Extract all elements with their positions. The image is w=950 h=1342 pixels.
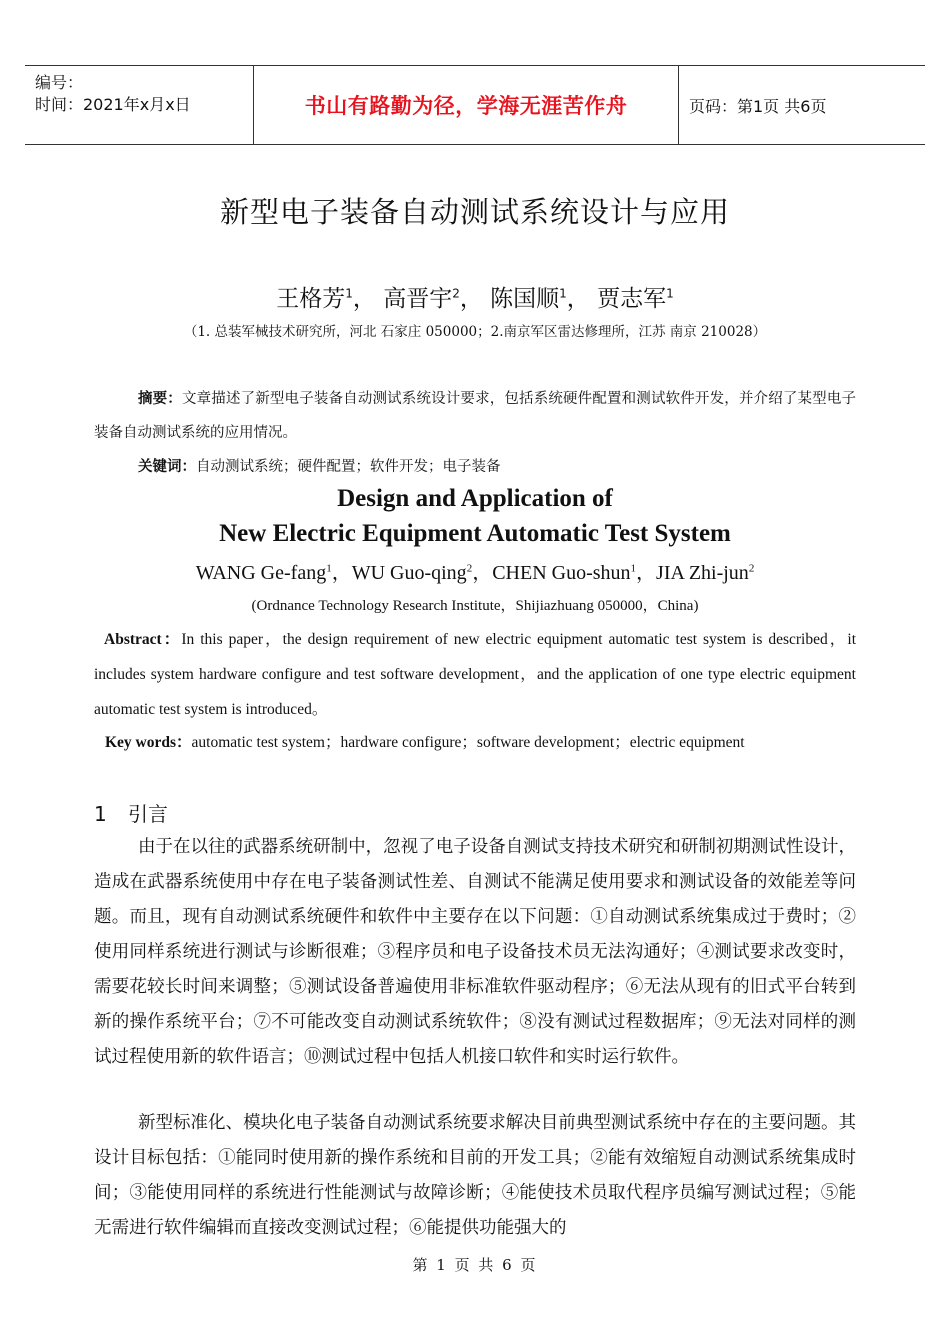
paper-title-cn: 新型电子装备自动测试系统设计与应用 (219, 195, 730, 229)
affiliation-en: (Ordnance Technology Research Institute，Shijiazhuang 050000，China) (251, 598, 699, 614)
page-info: 页码：第1页 共6页 (689, 96, 827, 116)
author-sep: ， (331, 562, 352, 584)
keywords-cn-text: 自动测试系统；硬件配置；软件开发；电子装备 (196, 459, 501, 475)
author-sup: 2 (466, 562, 473, 575)
paper-title-en-line2: New Electric Equipment Automatic Test System (219, 520, 731, 547)
author-name: 高晋宇 (383, 286, 453, 312)
author-sep: ， (566, 286, 590, 312)
header-motto-cell (254, 66, 679, 144)
abstract-cn-text: 文章描述了新型电子装备自动测试系统设计要求，包括系统硬件配置和测试软件开发，并介绍了某型电子装备自动测试系统的应用情况。 (94, 391, 856, 441)
keywords-en-text: automatic test system；hardware configure；software development；electric equipment (191, 734, 745, 751)
page-footer: 第 1 页 共 6 页 (412, 1256, 538, 1274)
author-sup: 2 (748, 562, 755, 575)
header-right-cell (679, 66, 925, 144)
keywords-en-label: Key words： (105, 734, 192, 751)
body-paragraph: 由于在以往的武器系统研制中，忽视了电子设备自测试支持技术研究和研制初期测试性设计，造成在武器系统使用中存在电子装备测试性差、自测试不能满足使用要求和测试设备的效能差等问题。而且，现有自动测试系统硬件和软件中主要存在以下问题：①自动测试系统集成过于费时；②使用同样系统进行测试与诊断很难；③程序员和电子设备技术员无法沟通好；④测试要求改变时，需要花较长时间来调整；⑤测试设备普遍使用非标准软件驱动程序；⑥无法从现有的旧式平台转到新的操作系统平台；⑦不可能改变自动测试系统软件；⑧没有测试过程数据库；⑨无法对同样的测试过程使用新的软件语言；⑩测试过程中包括人机接口软件和实时运行软件。 (94, 837, 856, 1067)
author-sep: ， (636, 562, 657, 584)
time-label: 时间：2021年x月x日 (35, 95, 191, 114)
author-sup: 1 (345, 286, 353, 301)
author-name: WANG Ge-fang (195, 562, 327, 584)
author-sup: 1 (326, 562, 332, 575)
authors-cn (0, 280, 950, 313)
author-sup: 1 (559, 286, 567, 301)
author-name: 王格芳 (276, 286, 346, 312)
author-sup: 1 (666, 286, 674, 301)
abstract-cn-label: 摘要： (138, 391, 182, 407)
page-header (25, 65, 925, 145)
motto: 书山有路勤为径，学海无涯苦作舟 (304, 94, 628, 118)
author-sep: ， (459, 286, 483, 312)
number-label: 编号： (35, 73, 84, 92)
author-name: 贾志军 (597, 286, 667, 312)
author-name: JIA Zhi-jun (656, 562, 749, 584)
section-title: 引言 (128, 802, 168, 826)
header-left-cell (25, 66, 254, 144)
authors-en (0, 556, 950, 585)
author-name: CHEN Guo-shun (492, 562, 631, 584)
abstract-en (94, 622, 856, 727)
keywords-en (105, 728, 745, 758)
author-sep: ， (352, 286, 376, 312)
author-sup: 2 (452, 286, 460, 301)
keywords-cn (138, 452, 501, 482)
section-number: 1 (94, 802, 107, 826)
section-heading (94, 798, 168, 827)
author-sup: 1 (630, 562, 637, 575)
author-sep: ， (472, 562, 493, 584)
body-paragraph: 新型标准化、模块化电子装备自动测试系统要求解决目前典型测试系统中存在的主要问题。其设计目标包括：①能同时使用新的操作系统和目前的开发工具；②能有效缩短自动测试系统集成时间；③能使用同样的系统进行性能测试与故障诊断；④能使技术员取代程序员编写测试过程；⑤能无需进行软件编辑而直接改变测试过程；⑥能提供功能强大的 (94, 1113, 856, 1238)
author-name: WU Guo-qing (351, 562, 467, 584)
keywords-cn-label: 关键词： (138, 459, 196, 475)
author-name: 陈国顺 (490, 286, 560, 312)
abstract-en-label: Abstract： (104, 631, 182, 648)
affiliation-cn: （1. 总装军械技术研究所，河北 石家庄 050000；2.南京军区雷达修理所，江苏 南京 210028） (183, 324, 767, 340)
abstract-en-text: In this paper，the design requirement of new electric equipment automatic test system is described，it includes system hardware configure and test software development，and the application of one type electric equipment automatic test system is introduced。 (94, 631, 856, 718)
paper-title-en-line1: Design and Application of (337, 485, 613, 512)
abstract-cn (94, 382, 856, 450)
